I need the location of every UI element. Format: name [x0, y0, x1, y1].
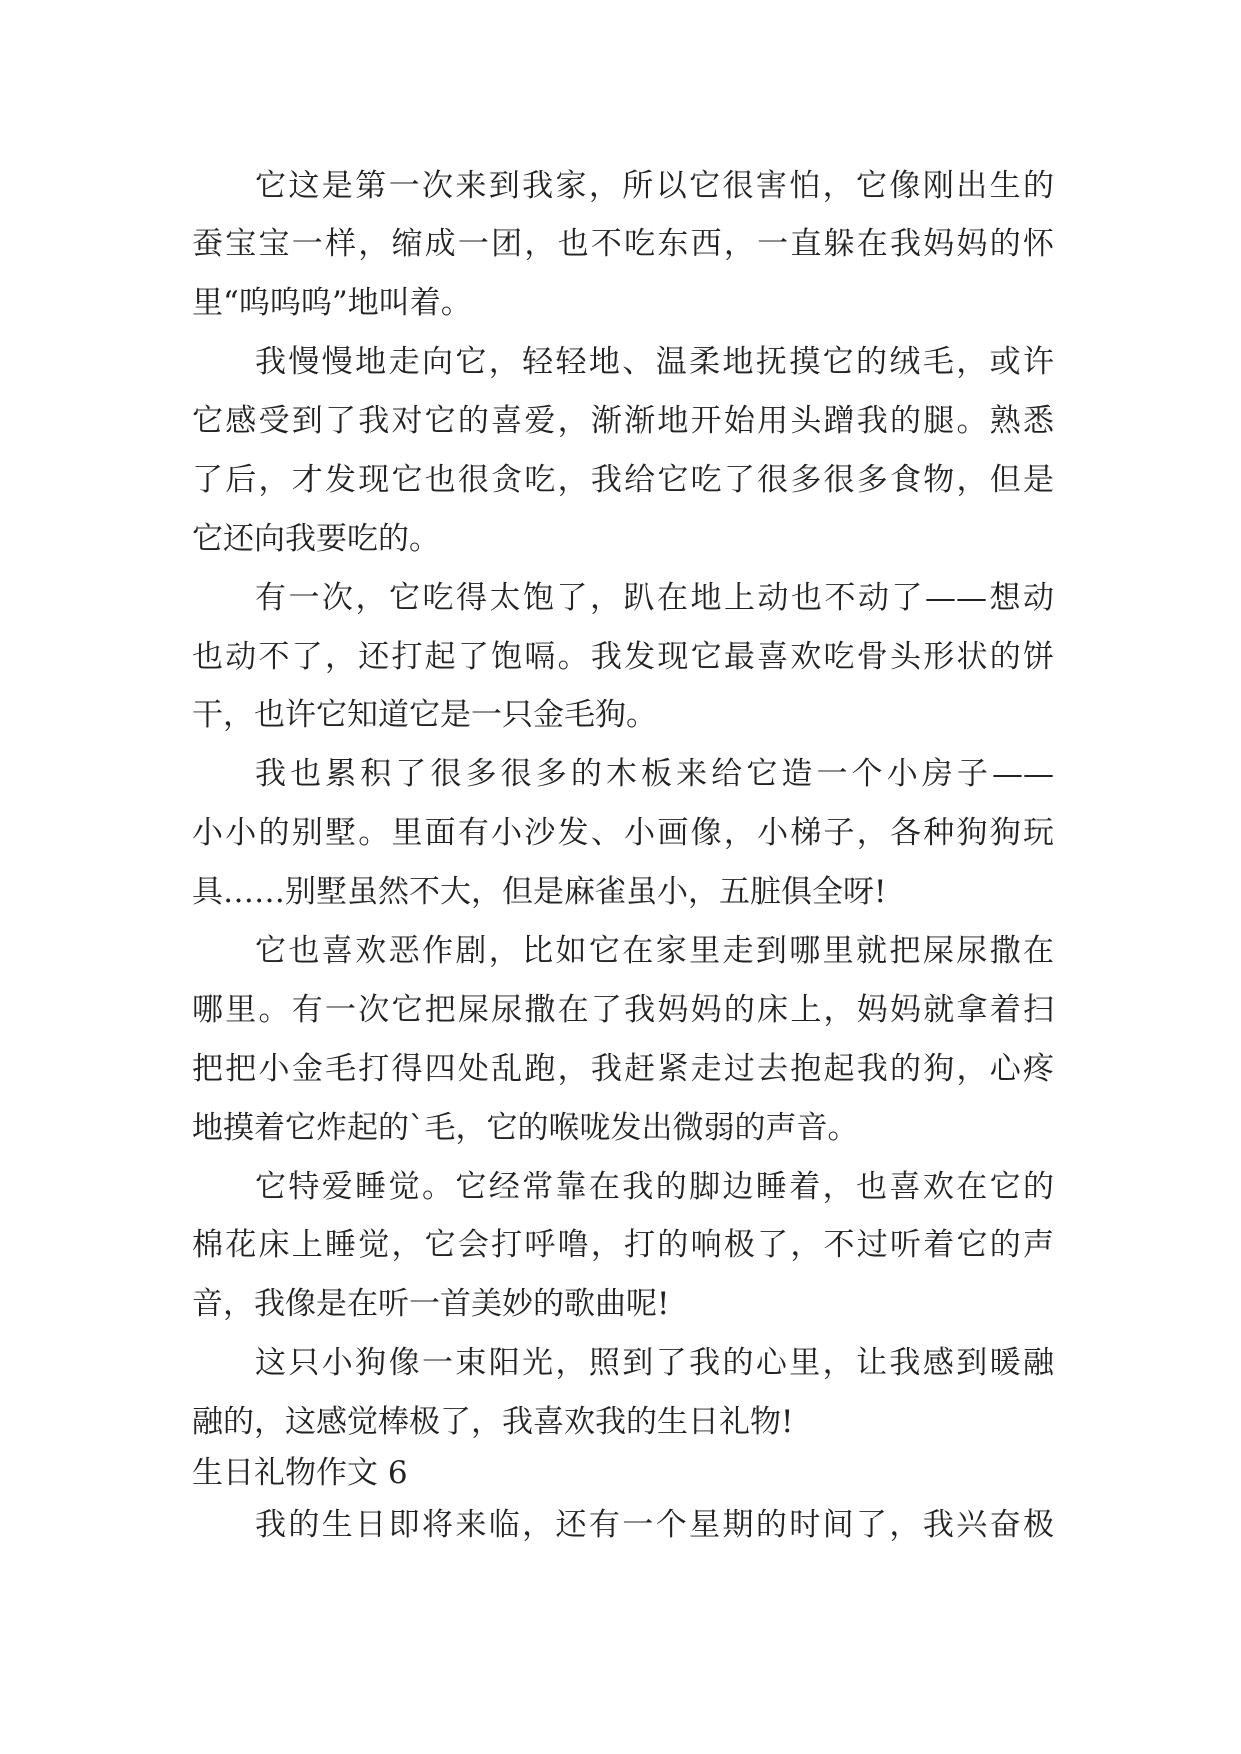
paragraph-line: 具……别墅虽然不大，但是麻雀虽小，五脏俱全呀!	[192, 874, 887, 910]
paragraph-line: 哪里。有一次它把屎尿撒在了我妈妈的床上，妈妈就拿着扫	[192, 992, 1054, 1028]
paragraph-line: 它特爱睡觉。它经常靠在我的脚边睡着，也喜欢在它的	[255, 1169, 1054, 1205]
paragraph-line: 它也喜欢恶作剧，比如它在家里走到哪里就把屎尿撒在	[255, 933, 1054, 969]
paragraph-line: 里“呜呜呜”地叫着。	[192, 285, 472, 321]
paragraph-line: 我也累积了很多很多的木板来给它造一个小房子——	[255, 756, 1054, 792]
paragraph-line: 音，我像是在听一首美妙的歌曲呢!	[192, 1286, 670, 1322]
paragraph-line: 融的，这感觉棒极了，我喜欢我的生日礼物!	[192, 1404, 794, 1440]
paragraph-line: 地摸着它炸起的`毛，它的喉咙发出微弱的声音。	[192, 1110, 859, 1146]
paragraph-line: 它这是第一次来到我家，所以它很害怕，它像刚出生的	[255, 168, 1054, 204]
paragraph-line: 这只小狗像一束阳光，照到了我的心里，让我感到暖融	[255, 1345, 1054, 1381]
section-heading: 生日礼物作文 6	[192, 1455, 408, 1491]
paragraph-line: 棉花床上睡觉，它会打呼噜，打的响极了，不过听着它的声	[192, 1227, 1054, 1263]
paragraph-line: 也动不了，还打起了饱嗝。我发现它最喜欢吃骨头形状的饼	[192, 639, 1054, 675]
paragraph-line: 蚕宝宝一样，缩成一团，也不吃东西，一直躲在我妈妈的怀	[192, 226, 1054, 262]
paragraph-line: 它还向我要吃的。	[192, 521, 440, 557]
paragraph-line: 它感受到了我对它的喜爱，渐渐地开始用头蹭我的腿。熟悉	[192, 403, 1054, 439]
paragraph-line: 把把小金毛打得四处乱跑，我赶紧走过去抱起我的狗，心疼	[192, 1051, 1054, 1087]
paragraph-line: 小小的别墅。里面有小沙发、小画像，小梯子，各种狗狗玩	[192, 815, 1054, 851]
paragraph-line: 我慢慢地走向它，轻轻地、温柔地抚摸它的绒毛，或许	[255, 344, 1054, 380]
paragraph-line: 干，也许它知道它是一只金毛狗。	[192, 697, 657, 733]
paragraph-line: 有一次，它吃得太饱了，趴在地上动也不动了——想动	[255, 580, 1054, 616]
paragraph-line: 我的生日即将来临，还有一个星期的时间了，我兴奋极	[255, 1507, 1054, 1543]
paragraph-line: 了后，才发现它也很贪吃，我给它吃了很多很多食物，但是	[192, 462, 1054, 498]
